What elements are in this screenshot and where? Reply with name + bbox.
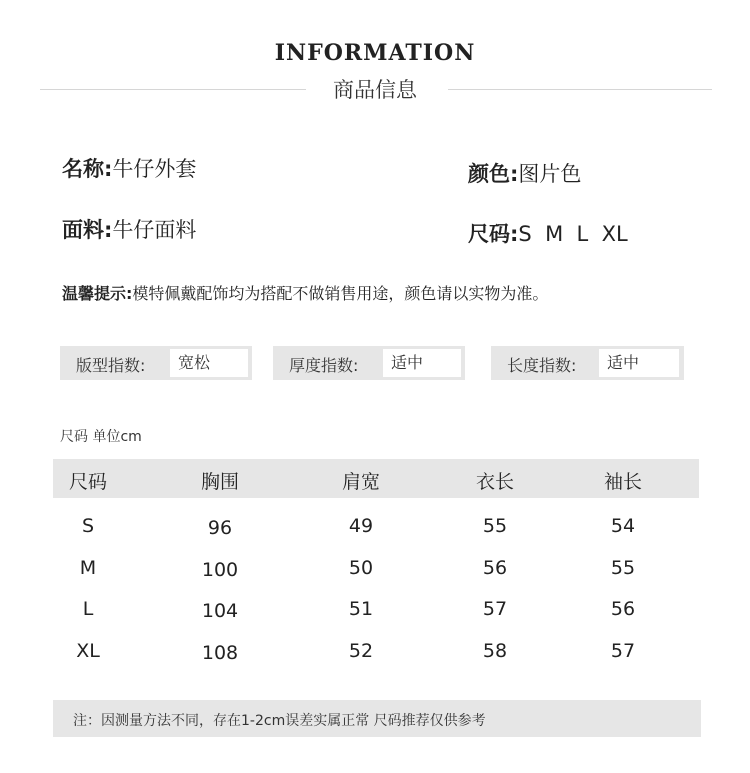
- product-fabric-value: 牛仔面料: [112, 218, 197, 242]
- table-row: [53, 557, 699, 589]
- row-l-size: L: [82, 598, 94, 620]
- thickness-index-label: 厚度指数:: [289, 356, 359, 375]
- row-l-shoulder: 51: [348, 598, 374, 620]
- row-m-length: 56: [482, 557, 508, 579]
- thickness-index-value: 适中: [383, 349, 461, 377]
- title-chinese: 商品信息: [333, 78, 417, 102]
- notice-label: 温馨提示:: [62, 284, 133, 303]
- table-row: [53, 515, 699, 547]
- fit-index-label: 版型指数:: [76, 356, 146, 375]
- header-length: 衣长: [475, 471, 514, 493]
- product-sizes-label: 尺码:: [468, 222, 519, 246]
- length-index: [491, 346, 684, 380]
- thickness-index: [273, 346, 465, 380]
- row-xl-chest: 108: [201, 642, 239, 664]
- product-sizes-value: S M L XL: [518, 222, 628, 246]
- product-color-value: 图片色: [518, 162, 582, 186]
- row-xl-length: 58: [482, 640, 508, 662]
- row-m-size: M: [79, 557, 97, 579]
- measurement-footnote: [53, 700, 701, 737]
- row-s-shoulder: 49: [348, 515, 374, 537]
- row-m-sleeve: 55: [610, 557, 636, 579]
- row-s-sleeve: 54: [610, 515, 636, 537]
- fit-index: [60, 346, 252, 380]
- length-index-label: 长度指数:: [507, 356, 577, 375]
- row-m-shoulder: 50: [348, 557, 374, 579]
- row-l-chest: 104: [201, 600, 239, 622]
- product-name: [62, 153, 196, 183]
- length-index-value: 适中: [599, 349, 679, 377]
- notice: [62, 281, 548, 304]
- table-row: [53, 640, 699, 672]
- fit-index-value: 宽松: [170, 349, 248, 377]
- product-fabric-label: 面料:: [62, 218, 113, 242]
- header-sleeve: 袖长: [603, 471, 642, 493]
- row-l-sleeve: 56: [610, 598, 636, 620]
- row-xl-size: XL: [76, 640, 100, 662]
- row-s-chest: 96: [207, 517, 233, 539]
- title-english: INFORMATION: [274, 40, 476, 66]
- header-size: 尺码: [68, 471, 107, 493]
- header-shoulder: 肩宽: [341, 471, 380, 493]
- row-xl-shoulder: 52: [348, 640, 374, 662]
- row-m-chest: 100: [201, 559, 239, 581]
- row-l-length: 57: [482, 598, 508, 620]
- product-fabric: [62, 214, 196, 244]
- header-chest: 胸围: [200, 471, 239, 493]
- row-xl-sleeve: 57: [610, 640, 636, 662]
- size-unit-label: 尺码 单位cm: [60, 429, 142, 445]
- notice-text: 模特佩戴配饰均为搭配不做销售用途，颜色请以实物为准。: [132, 284, 549, 303]
- row-s-size: S: [81, 515, 95, 537]
- product-name-value: 牛仔外套: [112, 157, 197, 181]
- product-color-label: 颜色:: [468, 162, 519, 186]
- product-name-label: 名称:: [62, 157, 113, 181]
- footnote-text: 注：因测量方法不同，存在1-2cm误差实属正常 尺码推荐仅供参考: [73, 713, 486, 729]
- product-color: [468, 158, 581, 188]
- row-s-length: 55: [482, 515, 508, 537]
- size-table-header: [53, 459, 699, 498]
- table-row: [53, 598, 699, 630]
- product-sizes: [468, 218, 628, 248]
